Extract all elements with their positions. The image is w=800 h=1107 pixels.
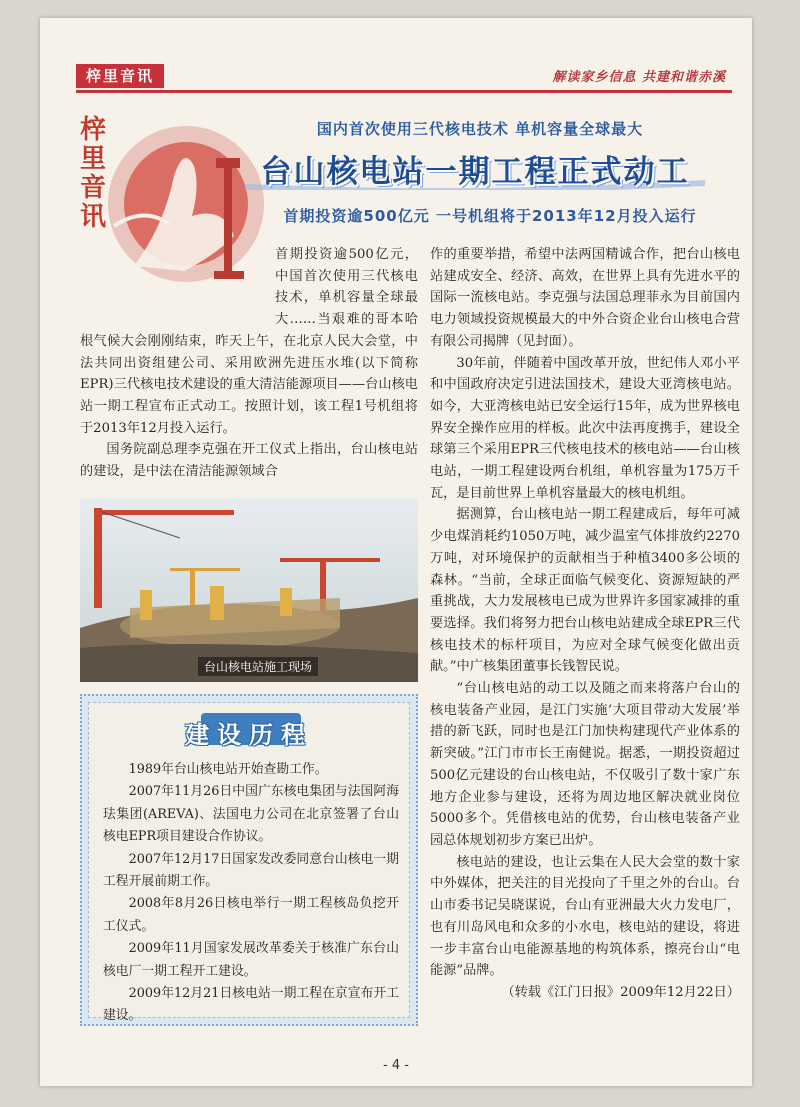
emblem-char: 里 [79,144,106,174]
article-source: （转载《江门日报》2009年12月22日） [501,984,740,1000]
page-header [76,64,732,88]
article-subhead: 国内首次使用三代核电技术 单机容量全球最大 [316,120,644,138]
history-item: 1989年台山核电站开始查勘工作。 [128,762,328,777]
article-column-right [430,244,740,1004]
history-item: 2008年8月26日核电举行一期工程核岛负挖开工仪式。 [103,896,399,934]
history-item: 2009年12月21日核电站一期工程在京宣布开工建设。 [103,986,399,1024]
history-title: 建设历程 [185,721,313,749]
emblem-title [78,116,108,232]
section-tag: 梓里音讯 [76,64,164,88]
article-column-left [80,244,418,483]
paragraph: 30年前，伴随着中国改革开放，世纪伟人邓小平和中国政府决定引进法国技术，建设大亚湾核电站。如今，大亚湾核电站已安全运行15年，成为世界核电界安全操作应用的样板。此次中法再度携手，建设全球第三个采用EPR三代核电技术的核电站——台山核电站，一期工程建设两台机组，单机容量为175万千瓦，是目前世界上单机容量最大的核电机组。 [430,355,740,501]
paragraph: 据测算，台山核电站一期工程建成后，每年可减少电煤消耗约1050万吨，减少温室气体排放约2270万吨，对环境保护的贡献相当于种植3400多公顷的森林。“当前，全球正面临气候变化、资源短缺的严重挑战，大力发展核电已成为世界许多国家减排的重要选择。我们将努力把台山核电站建成全球EPR三代核电技术的标杆项目，为应对全球气候变化做出贡献。”中广核集团董事长钱智民说。 [430,507,740,675]
page-number: - 4 - [383,1058,409,1073]
paragraph: “台山核电站的动工以及随之而来将落户台山的核电装备产业园，是江门实施‘大项目带动大发展’举措的新飞跃，同时也是江门加快构建现代产业体系的新突破。”江门市市长王南健说。据悉，一期投资超过500亿元建设的台山核电站，不仅吸引了数十家广东地方企业参与建设，还将为周边地区解决就业岗位5000多个。凭借核电站的优势，台山核电装备产业园总体规划初步方案已出炉。 [430,681,740,848]
history-list [103,759,399,1028]
header-rule [76,90,732,93]
article-headline: 台山核电站一期工程正式动工 [260,154,690,190]
history-sidebar [80,694,418,1026]
photo-caption: 台山核电站施工现场 [198,657,318,676]
paragraph: 首期投资逾500亿元，中国首次使用三代核电技术，单机容量全球最大……当艰难的哥本哈根气候大会刚刚结束，昨天上午，在北京人民大会堂，中法共同出资组建公司、采用欧洲先进压水堆(以下简称EPR)三代核电技术建设的重大清洁能源项目——台山核电站一期工程宣布正式动工。按照计划，该工程1号机组将于2013年12月投入运行。 [80,247,418,436]
magazine-page [40,18,752,1086]
construction-photo [80,498,418,682]
construction-site-image [80,498,418,682]
header-slogan: 解读家乡信息 共建和谐赤溪 [552,70,726,85]
paragraph: 核电站的建设，也让云集在人民大会堂的数十家中外媒体，把关注的目光投向了千里之外的台山。台山市委书记吴晓谋说，台山有亚洲最大火力发电厂，也有川岛风电和众多的小水电，核电站的建设，将进一步丰富台山电能源基地的构筑体系，擦亮台山“电能源”品牌。 [430,854,740,979]
emblem-char: 讯 [79,202,106,232]
article-deck: 首期投资逾500亿元 一号机组将于2013年12月投入运行 [283,207,697,225]
emblem-char: 梓 [79,115,106,145]
history-item: 2009年11月国家发展改革委关于核准广东台山核电厂一期工程开工建设。 [103,941,399,979]
paragraph: 作的重要举措，希望中法两国精诚合作，把台山核电站建成安全、经济、高效，在世界上具有先进水平的国际一流核电站。李克强与法国总理菲永为目前国内电力领域投资规模最大的中外合资企业台山核电合营有限公司揭牌（见封面）。 [430,247,740,349]
emblem-char: 音 [79,173,106,203]
history-item: 2007年12月17日国家发改委同意台山核电一期工程开展前期工作。 [103,851,399,890]
paragraph: 国务院副总理李克强在开工仪式上指出，台山核电站的建设，是中法在清洁能源领域合 [80,442,418,480]
history-item: 2007年11月26日中国广东核电集团与法国阿海珐集团(AREVA)、法国电力公司在北京签署了台山核电EPR项目建设合作协议。 [103,784,399,845]
